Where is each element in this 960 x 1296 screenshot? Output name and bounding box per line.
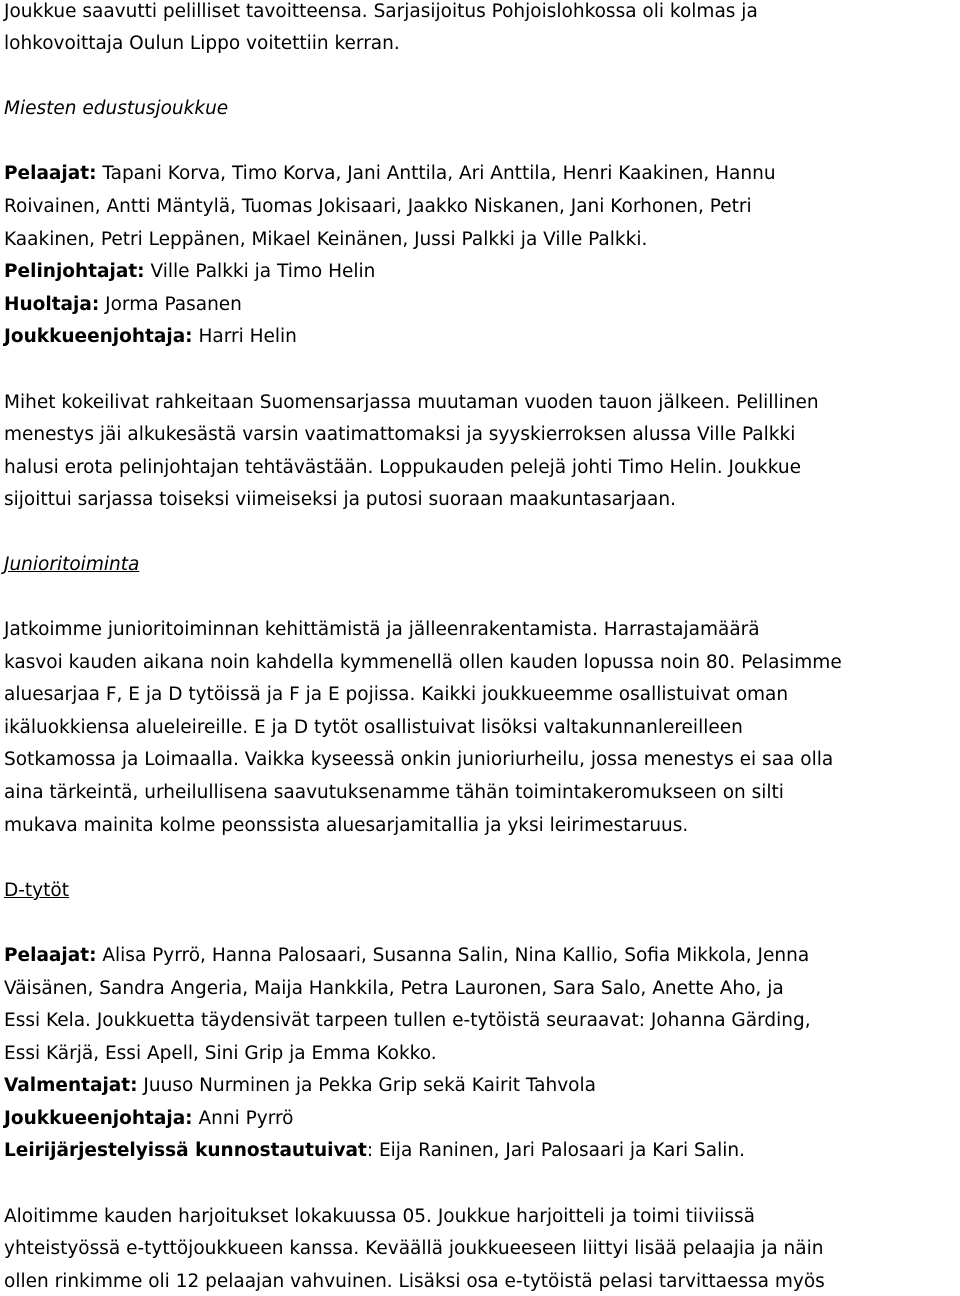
d-girls-paragraph-line: Aloitimme kauden harjoitukset lokakuussa 05. Joukkue harjoitteli ja toimi tiiviissä (4, 1206, 755, 1227)
juniors-paragraph-line: kasvoi kauden aikana noin kahdella kymmenellä ollen kauden lopussa noin 80. Pelasimme (4, 652, 842, 673)
juniors-heading: Junioritoiminta (4, 554, 140, 575)
juniors-paragraph-line: aluesarjaa F, E ja D tytöissä ja F ja E pojissa. Kaikki joukkueemme osallistuivat oman (4, 684, 789, 705)
intro-line: lohkovoittaja Oulun Lippo voitettiin kerran. (4, 33, 400, 54)
mens-caretaker-label: Huoltaja: (4, 294, 100, 315)
mens-players-line: Roivainen, Antti Mäntylä, Tuomas Jokisaari, Jaakko Niskanen, Jani Korhonen, Petri (4, 196, 752, 217)
juniors-paragraph-line: Sotkamossa ja Loimaalla. Vaikka kyseessä onkin junioriurheilu, jossa menestys ei saa olla (4, 749, 834, 770)
mens-players-line: Kaakinen, Petri Leppänen, Mikael Keinänen, Jussi Palkki ja Ville Palkki. (4, 229, 648, 250)
d-girls-paragraph-line: yhteistyössä e-tyttöjoukkueen kanssa. Keväällä joukkueeseen liittyi lisää pelaajia ja näin (4, 1238, 824, 1259)
mens-coaches-line (4, 260, 375, 284)
d-girls-camp-line (4, 1139, 745, 1163)
mens-caretaker-line (4, 293, 242, 317)
d-girls-players-line: Essi Kärjä, Essi Apell, Sini Grip ja Emma Kokko. (4, 1043, 437, 1064)
d-girls-camp-label: Leirijärjestelyissä kunnostautuivat (4, 1140, 367, 1161)
mens-paragraph-line: Mihet kokeilivat rahkeitaan Suomensarjassa muutaman vuoden tauon jälkeen. Pelillinen (4, 392, 819, 413)
d-girls-paragraph-line: ollen rinkimme oli 12 pelaajan vahvuinen. Lisäksi osa e-tytöistä pelasi tarvittaessa myös (4, 1271, 825, 1292)
mens-players-label: Pelaajat: (4, 163, 97, 184)
intro-line: Joukkue saavutti pelilliset tavoitteensa. Sarjasijoitus Pohjoislohkossa oli kolmas ja (4, 1, 758, 22)
d-girls-players-label: Pelaajat: (4, 945, 97, 966)
mens-manager-value: Harri Helin (192, 326, 297, 347)
d-girls-players-line: Väisänen, Sandra Angeria, Maija Hankkila, Petra Lauronen, Sara Salo, Anette Aho, ja (4, 978, 784, 999)
d-girls-camp-value: : Eija Raninen, Jari Palosaari ja Kari Salin. (366, 1140, 745, 1161)
mens-coaches-label: Pelinjohtajat: (4, 261, 145, 282)
d-girls-manager-line (4, 1107, 294, 1131)
d-girls-manager-label: Joukkueenjohtaja: (4, 1108, 193, 1129)
mens-paragraph-line: halusi erota pelinjohtajan tehtävästään. Loppukauden pelejä johti Timo Helin. Joukkue (4, 457, 801, 478)
juniors-paragraph-line: aina tärkeintä, urheilullisena saavutuksenamme tähän toimintakeromukseen on silti (4, 782, 784, 803)
d-girls-manager-value: Anni Pyrrö (192, 1108, 294, 1129)
d-girls-players-line (4, 944, 809, 968)
d-girls-coaches-label: Valmentajat: (4, 1075, 138, 1096)
mens-caretaker-value: Jorma Pasanen (99, 294, 242, 315)
mens-manager-label: Joukkueenjohtaja: (4, 326, 193, 347)
d-girls-players-line: Essi Kela. Joukkuetta täydensivät tarpeen tullen e-tytöistä seuraavat: Johanna Gärding, (4, 1010, 811, 1031)
mens-team-heading: Miesten edustusjoukkue (4, 98, 229, 119)
mens-players-line (4, 162, 776, 186)
mens-paragraph-line: sijoittui sarjassa toiseksi viimeiseksi ja putosi suoraan maakuntasarjaan. (4, 489, 676, 510)
d-girls-players-text: Alisa Pyrrö, Hanna Palosaari, Susanna Salin, Nina Kallio, Sofia Mikkola, Jenna (96, 945, 810, 966)
juniors-paragraph-line: mukava mainita kolme peonssista aluesarjamitallia ja yksi leirimestaruus. (4, 815, 689, 836)
juniors-paragraph-line: Jatkoimme junioritoiminnan kehittämistä ja jälleenrakentamista. Harrastajamäärä (4, 619, 760, 640)
d-girls-coaches-line (4, 1074, 596, 1098)
mens-players-text: Tapani Korva, Timo Korva, Jani Anttila, Ari Anttila, Henri Kaakinen, Hannu (96, 163, 776, 184)
d-girls-heading: D-tytöt (4, 880, 69, 901)
mens-manager-line (4, 325, 297, 349)
d-girls-coaches-value: Juuso Nurminen ja Pekka Grip sekä Kairit Tahvola (137, 1075, 596, 1096)
juniors-paragraph-line: ikäluokkiensa alueleireille. E ja D tytöt osallistuivat lisöksi valtakunnanlereilleen (4, 717, 743, 738)
mens-coaches-value: Ville Palkki ja Timo Helin (144, 261, 376, 282)
mens-paragraph-line: menestys jäi alkukesästä varsin vaatimattomaksi ja syyskierroksen alussa Ville Palkki (4, 424, 796, 445)
